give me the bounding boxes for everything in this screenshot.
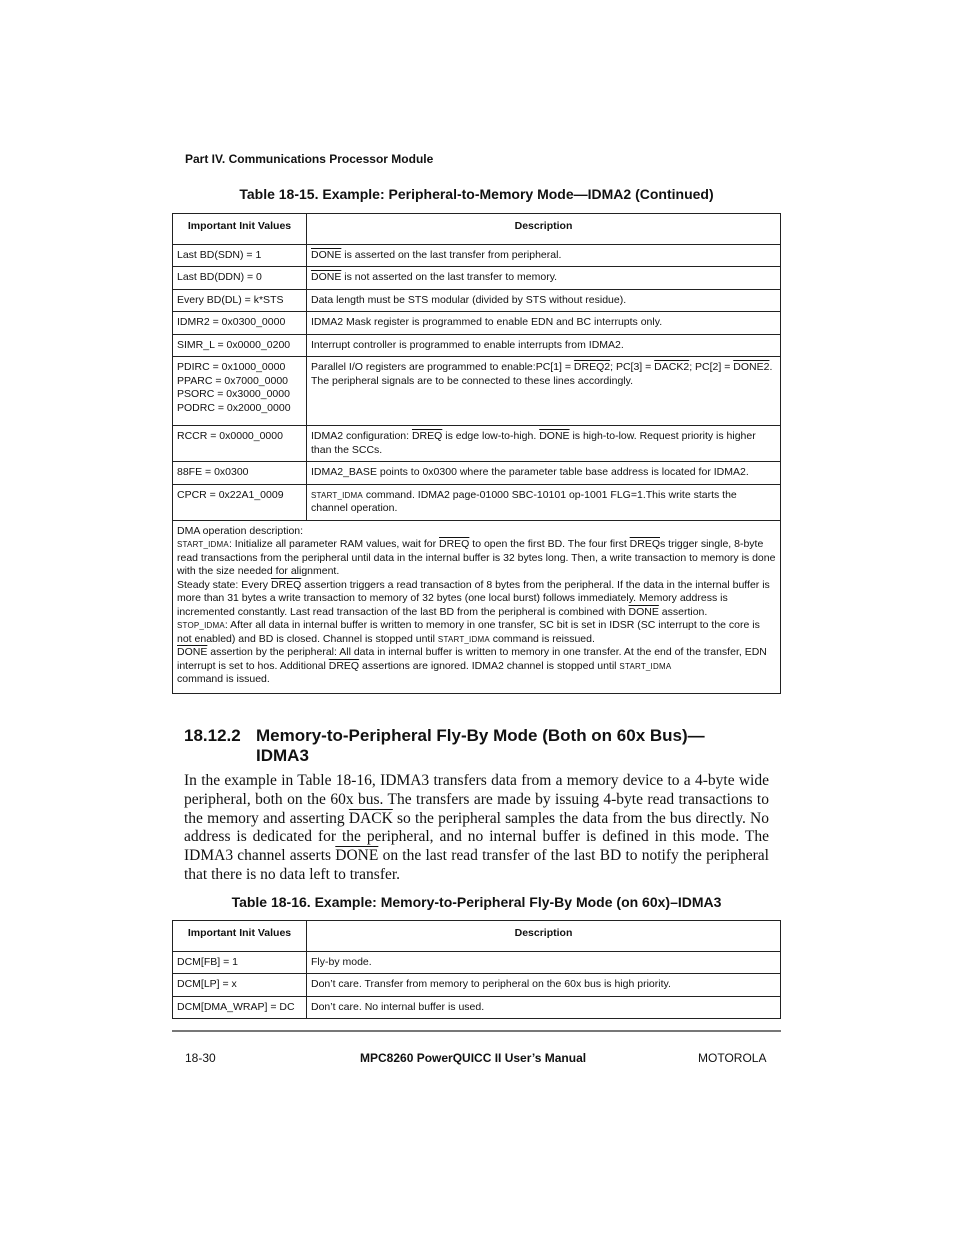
table-row [173,267,781,290]
description-cell: Interrupt controller is programmed to enable interrupts from IDMA2. [307,334,781,357]
start-idma-command: START_IDMA [177,540,229,549]
description-text: is not asserted on the last transfer to memory. [341,271,558,283]
company-name: MOTOROLA [698,1051,767,1065]
table-18-15 [172,213,781,694]
start-idma-command: START_IDMA [437,634,490,644]
dma-text: command is issued. [177,673,270,685]
stop-idma-command: STOP_IDMA [177,621,225,630]
start-idma-command: START_IDMA [311,490,363,500]
table-row [173,312,781,335]
done-signal: DONE [311,271,342,283]
description-text: ; PC[3] = [610,361,655,373]
description-text: The peripheral signals are to be connected to these lines accordingly. [311,374,633,387]
dma-intro: DMA operation description: [177,524,304,537]
done2-signal: DONE2 [733,361,770,373]
table-row [173,996,781,1019]
init-value-cell: RCCR = 0x0000_0000 [173,426,307,462]
init-value-cell: DCM[FB] = 1 [173,951,307,974]
table-row [173,974,781,997]
table-row [173,426,781,462]
dma-start-paragraph [177,538,776,579]
table-row [173,462,781,485]
dma-text: assertion triggers a read transaction of 8 bytes from the peripheral. If the data in the internal buffer is more than 31 bytes a write transaction to memory of 32 bytes (one local burst) follows immediately. Memory address is incremented constantly. Last read transaction of the last BD from the peripheral is combined with [177,578,770,618]
init-line: PDIRC = 0x1000_0000 [177,361,286,373]
dack-signal: DACK [348,809,393,827]
description-text: is asserted on the last transfer from peripheral. [341,248,562,261]
dma-text: assertion by the peripheral: All data in internal buffer is written to memory in one transfer. At the end of the transfer, EDN interrupt is set to hos. Additional [177,646,767,672]
table-row [173,484,781,520]
description-cell: Don’t care. Transfer from memory to peripheral on the 60x bus is high priority. [307,974,781,997]
done-signal: DONE [335,847,379,865]
description-text: is edge low-to-high. [442,430,540,442]
description-text: ; PC[2] = [689,361,734,373]
column-header-description: Description [307,921,781,952]
dma-text: to open the first BD. The four first [469,538,630,550]
init-value-cell: DCM[DMA_WRAP] = DC [173,996,307,1019]
description-cell: Don’t care. No internal buffer is used. [307,996,781,1019]
init-value-cell: CPCR = 0x22A1_0009 [173,484,307,520]
dma-text: assertion. [658,605,708,618]
table-18-16 [172,920,781,1019]
dma-text: assertions are ignored. IDMA2 channel is stopped until [359,659,620,672]
description-cell: Data length must be STS modular (divided by STS without residue). [307,289,781,312]
column-header-description: Description [307,214,781,245]
init-value-cell: SIMR_L = 0x0000_0200 [173,334,307,357]
dma-done-paragraph [177,646,776,687]
dma-text: s trigger single, 8-byte read transactions from the peripheral until data in the internal buffer is 32 bytes long. Then, a write transaction to memory is done with the size needed for alignment. [177,538,776,577]
column-header-init: Important Init Values [173,214,307,245]
table-18-15-title: Table 18-15. Example: Peripheral-to-Memory Mode—IDMA2 (Continued) [239,186,714,202]
section-title-line2: IDMA3 [256,746,309,765]
table-header-row [173,921,781,952]
init-value-cell: Last BD(DDN) = 0 [173,267,307,290]
dack2-signal: DACK2 [654,361,690,373]
description-cell: IDMA2 Mask register is programmed to enable EDN and BC interrupts only. [307,312,781,335]
dma-description-row [173,520,781,693]
section-heading [184,726,774,766]
paragraph-text: on the last read transfer of the last BD to notify the peripheral that there is no data left to transfer. [184,847,769,883]
dma-text: command is reissued. [489,632,595,645]
table-header-row [173,214,781,245]
dma-steady-paragraph [177,579,776,620]
init-value-cell: 88FE = 0x0300 [173,462,307,485]
paragraph-text: In the example in Table 18-16, IDMA3 transfers data from a memory device to a 4-byte wide peripheral, both on the 60x bus. The transfers are made by issuing 4-byte read transactions to the memory and asserting [184,772,769,827]
description-cell [307,484,781,520]
description-cell [307,244,781,267]
description-text: IDMA2 configuration: [311,430,412,442]
start-idma-command: START_IDMA [619,661,672,671]
description-text: . [769,361,773,373]
table-row [173,357,781,426]
manual-title: MPC8260 PowerQUICC II User’s Manual [360,1051,587,1065]
description-cell: IDMA2_BASE points to 0x0300 where the parameter table base address is located for IDMA2. [307,462,781,485]
column-header-init: Important Init Values [173,921,307,952]
paragraph-text: so the peripheral samples the data from the bus directly. No address is dedicated for the peripheral, and no internal buffer is defined in this mode. The IDMA3 channel asserts [184,809,769,865]
table-row [173,334,781,357]
done-signal: DONE [311,248,342,261]
dreq2-signal: DREQ2 [573,361,611,373]
section-number: 18.12.2 [184,726,241,745]
init-value-cell: Every BD(DL) = k*STS [173,289,307,312]
description-cell [307,267,781,290]
table-row [173,289,781,312]
done-signal: DONE [177,646,208,658]
section-title-line1: Memory-to-Peripheral Fly-By Mode (Both on 60x Bus)— [256,726,705,745]
dreq-signal: DREQ [270,578,302,591]
table-18-16-title: Table 18-16. Example: Memory-to-Peripheral Fly-By Mode (on 60x)–IDMA3 [231,894,722,910]
init-value-cell: Last BD(SDN) = 1 [173,244,307,267]
init-value-cell [173,357,307,426]
dma-stop-paragraph [177,619,776,646]
dma-text: Steady state: Every [177,578,271,591]
footer-rule [172,1030,781,1032]
dma-text: : After all data in internal buffer is written to memory in one transfer, SC bit is set in IDSR (SC interrupt to the core is not enabled) and BD is closed. Channel is stopped until [177,619,760,645]
dma-description-cell [173,520,781,693]
init-line: PSORC = 0x3000_0000 [177,388,290,400]
dreq-signal: DREQ [328,659,360,672]
init-value-cell: DCM[LP] = x [173,974,307,997]
table-row [173,244,781,267]
init-value-cell: IDMR2 = 0x0300_0000 [173,312,307,335]
init-line: PODRC = 0x2000_0000 [177,401,291,414]
description-text: command. IDMA2 page-01000 SBC-10101 op-1001 FLG=1.This write starts the channel operation. [311,488,737,514]
dma-text: : Initialize all parameter RAM values, wait for [228,538,440,550]
part-header: Part IV. Communications Processor Module [185,152,434,166]
description-cell [307,357,781,426]
description-text: Parallel I/O registers are programmed to enable:PC[1] = [311,361,574,373]
description-text: is high-to-low. Request priority is higher than the SCCs. [311,430,756,456]
table-row [173,951,781,974]
dreq-signal: DREQ [411,430,443,442]
done-signal: DONE [539,430,570,442]
description-cell: Fly-by mode. [307,951,781,974]
dreq-signal: DREQ [439,538,470,550]
description-cell [307,426,781,462]
dreq-signal: DREQ [629,538,660,550]
page-number: 18-30 [185,1051,216,1065]
init-line: PPARC = 0x7000_0000 [177,374,289,387]
section-paragraph [184,772,769,885]
done-signal: DONE [628,605,659,618]
